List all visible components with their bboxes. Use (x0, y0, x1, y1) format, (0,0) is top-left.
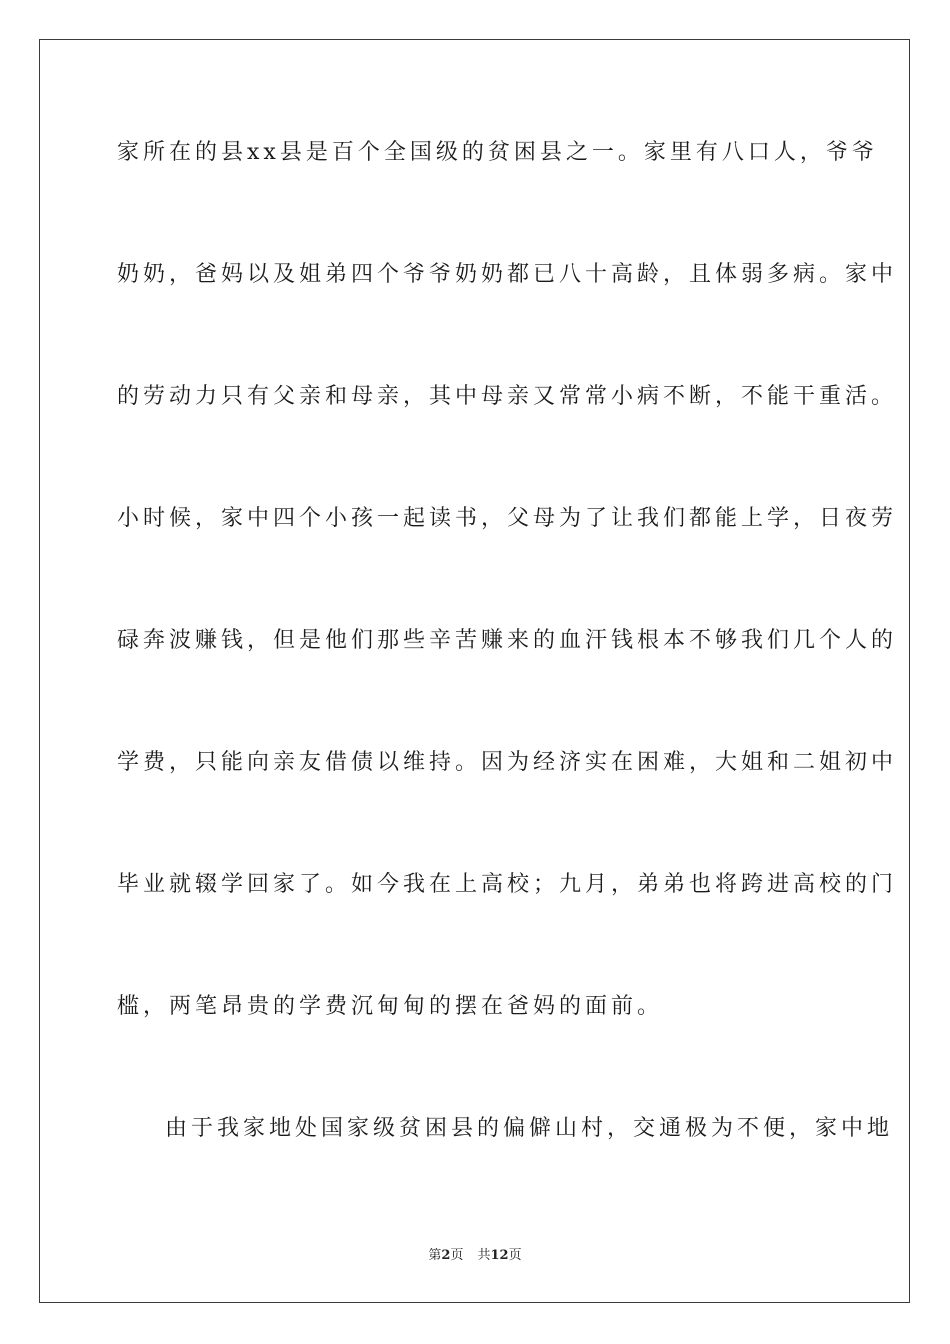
text-line: 家所在的县xx县是百个全国级的贫困县之一。家里有八口人，爷爷 (117, 140, 878, 165)
text-line: 由于我家地处国家级贫困县的偏僻山村，交通极为不便，家中地 (165, 1116, 894, 1141)
text-line: 槛，两笔昂贵的学费沉甸甸的摆在爸妈的面前。 (117, 994, 664, 1019)
document-body (117, 126, 898, 1224)
page-suffix: 页 (450, 1248, 464, 1263)
text-line: 毕业就辍学回家了。如今我在上高校；九月，弟弟也将跨进高校的门 (117, 872, 898, 897)
page-number: 2 (441, 1248, 451, 1263)
text-line: 碌奔波赚钱，但是他们那些辛苦赚来的血汗钱根本不够我们几个人的 (117, 628, 898, 653)
text-line: 学费，只能向亲友借债以维持。因为经济实在困难，大姐和二姐初中 (117, 750, 898, 775)
total-suffix: 页 (508, 1248, 522, 1263)
total-prefix: 共 (477, 1248, 491, 1263)
text-line: 小时候，家中四个小孩一起读书，父母为了让我们都能上学，日夜劳 (117, 506, 898, 531)
text-line: 奶奶，爸妈以及姐弟四个爷爷奶奶都已八十高龄，且体弱多病。家中 (117, 262, 898, 287)
page-prefix: 第 (428, 1248, 442, 1263)
total-pages: 12 (490, 1248, 509, 1263)
page-footer (0, 1247, 950, 1265)
text-line: 的劳动力只有父亲和母亲，其中母亲又常常小病不断，不能干重活。 (117, 384, 898, 409)
